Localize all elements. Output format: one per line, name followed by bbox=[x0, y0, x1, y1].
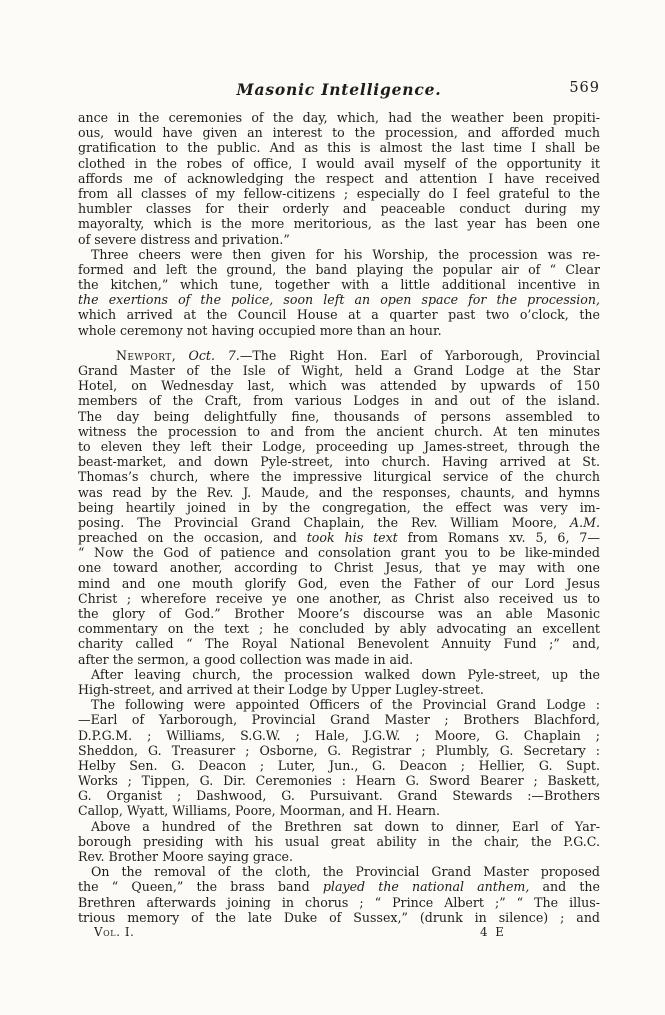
text: clothed in the robes of office, I would avail myself of the opportunity it bbox=[78, 155, 600, 171]
text-line bbox=[78, 500, 600, 515]
text-line bbox=[78, 247, 600, 262]
text: ance in the ceremonies of the day, which, had the weather been propiti- bbox=[78, 110, 600, 125]
text: posing. The Provincial Grand Chaplain, the Rev. William Moore, bbox=[78, 514, 570, 530]
text-line bbox=[78, 606, 600, 621]
text-line bbox=[78, 697, 600, 712]
text: Rev. Brother Moore saying grace. bbox=[78, 849, 293, 864]
text: humbler classes for their orderly and peaceable conduct during my bbox=[78, 201, 600, 217]
text-line bbox=[78, 454, 600, 469]
text: one toward another, according to Christ Jesus, that ye may with one bbox=[78, 560, 600, 576]
text: to eleven they left their Lodge, proceeding up James-street, through the bbox=[78, 438, 600, 454]
text: “ Now the God of patience and consolation grant you to be like-minded bbox=[78, 545, 600, 561]
text: trious memory of the late Duke of Sussex,” (drunk in silence) ; and bbox=[78, 909, 600, 925]
text-line bbox=[78, 879, 600, 894]
text: the “ Queen,” the brass band bbox=[78, 879, 323, 895]
italic-text: took his text bbox=[306, 530, 398, 546]
text: was read by the Rev. J. Maude, and the responses, chaunts, and hymns bbox=[78, 484, 600, 500]
text: Hotel, on Wednesday last, which was attended by upwards of 150 bbox=[78, 378, 600, 394]
text: Grand Master of the Isle of Wight, held a Grand Lodge at the Star bbox=[78, 363, 600, 378]
text: charity called “ The Royal National Benevolent Annuity Fund ;” and, bbox=[78, 636, 600, 652]
text: mayoralty, which is the more meritorious, as the last year has been one bbox=[78, 216, 600, 232]
text: Three cheers were then given for his Worship, the procession was re- bbox=[91, 246, 600, 262]
text: mind and one mouth glorify God, even the Father of our Lord Jesus bbox=[78, 575, 600, 591]
paragraph bbox=[78, 667, 600, 697]
text: —The Right Hon. Earl of Yarborough, Provincial bbox=[239, 347, 600, 363]
paragraph bbox=[78, 247, 600, 338]
text: ous, would have given an interest to the procession, and afforded much bbox=[78, 125, 600, 141]
text: D.P.G.M. ; Williams, S.G.W. ; Hale, J.G.W. ; Moore, G. Chaplain ; bbox=[78, 727, 600, 743]
text-line bbox=[78, 728, 600, 743]
text-line bbox=[78, 834, 600, 849]
text: the glory of God.” Brother Moore’s discourse was an able Masonic bbox=[78, 606, 600, 621]
text-line bbox=[78, 216, 600, 231]
text-line bbox=[78, 636, 600, 651]
text-line bbox=[78, 409, 600, 424]
italic-text: A.M. bbox=[570, 514, 600, 530]
text: whole ceremony not having occupied more than an hour. bbox=[78, 322, 442, 338]
text-block bbox=[78, 80, 600, 940]
text: affords me of acknowledging the respect and attention I have received bbox=[78, 170, 600, 186]
text-line bbox=[78, 773, 600, 788]
italic-text: Oct. 7. bbox=[188, 347, 240, 363]
text: , bbox=[171, 347, 189, 363]
text-line bbox=[78, 469, 600, 484]
text: The following were appointed Officers of the Provincial Grand Lodge : bbox=[91, 697, 600, 713]
text-line bbox=[78, 788, 600, 803]
text-line bbox=[78, 277, 600, 292]
text-line bbox=[78, 363, 600, 378]
text: preached on the occasion, and bbox=[78, 530, 307, 546]
text: and the bbox=[529, 879, 600, 895]
paragraph bbox=[78, 348, 600, 667]
text-line bbox=[78, 186, 600, 201]
text: being heartily joined in by the congregation, the effect was very im- bbox=[78, 499, 600, 515]
paragraph bbox=[78, 697, 600, 819]
page-number: 569 bbox=[569, 80, 600, 96]
italic-text: the exertions of the police, soon left an open space for the procession, bbox=[78, 292, 600, 308]
text: which arrived at the Council House at a quarter past two o’clock, the bbox=[78, 307, 600, 323]
smallcaps-text: Newport bbox=[116, 347, 172, 363]
text: Helby Sen. G. Deacon ; Luter, Jun., G. Deacon ; Hellier, G. Supt. bbox=[78, 757, 600, 773]
text: The day being delightfully fine, thousands of persons assembled to bbox=[78, 408, 600, 424]
text-line bbox=[78, 530, 600, 545]
text: from Romans xv. 5, 6, 7— bbox=[397, 530, 600, 546]
text: Brethren afterwards joining in chorus ; “ Prince Albert ;” “ The illus- bbox=[78, 894, 600, 910]
text: after the sermon, a good collection was made in aid. bbox=[78, 651, 414, 667]
text: witness the procession to and from the ancient church. At ten minutes bbox=[78, 423, 600, 439]
text: members of the Craft, from various Lodges in and out of the island. bbox=[78, 393, 600, 409]
text: gratification to the public. And as this is almost the last time I shall be bbox=[78, 140, 600, 156]
signature-mark: 4 E bbox=[480, 924, 506, 939]
text: Christ ; wherefore receive ye one another, as Christ also received us to bbox=[78, 590, 600, 606]
text-line bbox=[78, 621, 600, 636]
text: beast-market, and down Pyle-street, into church. Having arrived at St. bbox=[78, 454, 600, 470]
text: from all classes of my fellow-citizens ; especially do I feel grateful to the bbox=[78, 185, 600, 201]
text-line bbox=[78, 910, 600, 925]
page-body bbox=[78, 110, 600, 925]
page-header bbox=[78, 80, 600, 97]
text-line bbox=[78, 712, 600, 727]
text-line bbox=[78, 140, 600, 155]
text-line bbox=[78, 652, 600, 667]
text: the kitchen,” which tune, together with a little additional incentive in bbox=[78, 277, 600, 293]
paragraph bbox=[78, 819, 600, 865]
text-line bbox=[78, 849, 600, 864]
text-line bbox=[78, 743, 600, 758]
text-line bbox=[78, 232, 600, 247]
text-line bbox=[78, 292, 600, 307]
text-line bbox=[78, 201, 600, 216]
text-line bbox=[78, 515, 600, 530]
text-line bbox=[78, 591, 600, 606]
volume-label: Vol. I. bbox=[94, 924, 135, 939]
text: borough presiding with his usual great ability in the chair, the P.G.C. bbox=[78, 833, 600, 849]
text-line bbox=[78, 262, 600, 277]
text-line bbox=[78, 485, 600, 500]
text: Sheddon, G. Treasurer ; Osborne, G. Registrar ; Plumbly, G. Secretary : bbox=[78, 742, 600, 758]
text-line bbox=[78, 545, 600, 560]
paragraph bbox=[78, 864, 600, 925]
text: Thomas’s church, where the impressive liturgical service of the church bbox=[78, 469, 600, 485]
text-line bbox=[78, 803, 600, 818]
paragraph bbox=[78, 110, 600, 247]
text-line bbox=[78, 424, 600, 439]
italic-text: played the national anthem, bbox=[322, 879, 530, 895]
text-line bbox=[78, 156, 600, 171]
text-line bbox=[78, 307, 600, 322]
text: Above a hundred of the Brethren sat down to dinner, Earl of Yar- bbox=[91, 818, 600, 834]
text-line bbox=[78, 819, 600, 834]
text: formed and left the ground, the band playing the popular air of “ Clear bbox=[78, 261, 600, 277]
text: High-street, and arrived at their Lodge by Upper Lugley-street. bbox=[78, 681, 484, 697]
text: After leaving church, the procession walked down Pyle-street, up the bbox=[91, 666, 600, 682]
text: commentary on the text ; he concluded by ably advocating an excellent bbox=[78, 621, 600, 637]
page-footer bbox=[78, 925, 600, 940]
text: G. Organist ; Dashwood, G. Pursuivant. Grand Stewards :—Brothers bbox=[78, 788, 600, 804]
text: —Earl of Yarborough, Provincial Grand Master ; Brothers Blachford, bbox=[78, 712, 600, 728]
text-line bbox=[78, 439, 600, 454]
text-line bbox=[78, 323, 600, 338]
text-line bbox=[78, 171, 600, 186]
text: Callop, Wyatt, Williams, Poore, Moorman, and H. Hearn. bbox=[78, 803, 441, 819]
running-title: Masonic Intelligence. bbox=[236, 80, 442, 99]
text: Works ; Tippen, G. Dir. Ceremonies : Hearn G. Sword Bearer ; Baskett, bbox=[78, 773, 600, 789]
text-line bbox=[78, 895, 600, 910]
text-line bbox=[78, 576, 600, 591]
text: of severe distress and privation.” bbox=[78, 231, 290, 247]
text-line bbox=[78, 393, 600, 408]
text-line bbox=[78, 864, 600, 879]
text-line bbox=[78, 560, 600, 575]
text-line bbox=[78, 758, 600, 773]
text-line bbox=[78, 667, 600, 682]
text-line bbox=[78, 125, 600, 140]
text-line bbox=[78, 682, 600, 697]
text-line bbox=[78, 378, 600, 393]
text-line bbox=[78, 348, 600, 363]
text: On the removal of the cloth, the Provincial Grand Master proposed bbox=[91, 864, 600, 880]
text-line bbox=[78, 110, 600, 125]
